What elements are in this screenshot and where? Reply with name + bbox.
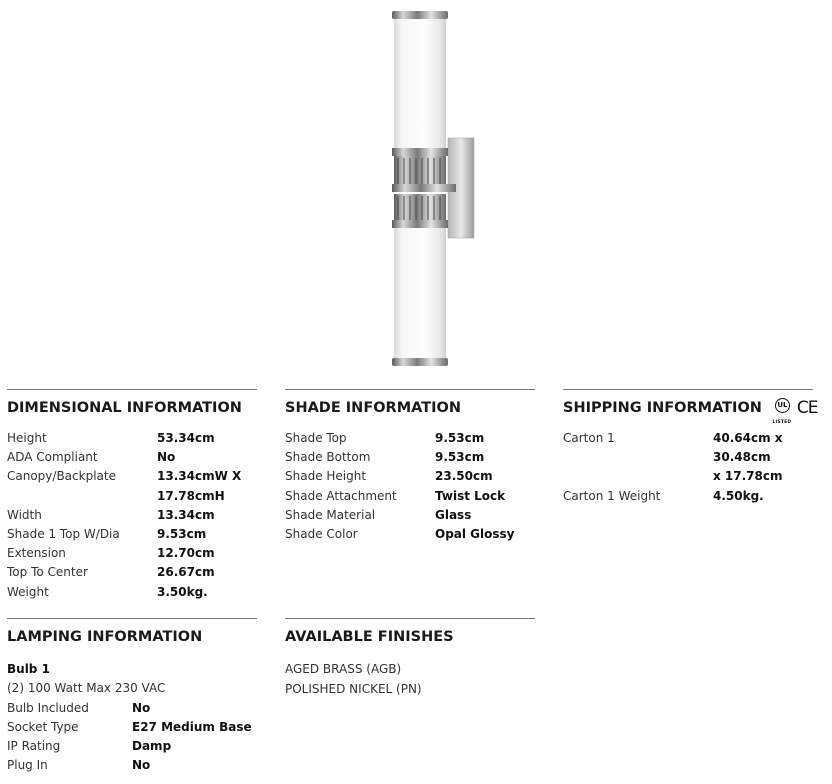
spec-row bbox=[7, 544, 257, 563]
spec-value: 13.34cm bbox=[157, 507, 215, 522]
spec-label: Canopy/Backplate bbox=[7, 469, 116, 484]
spec-row bbox=[7, 718, 257, 737]
spec-value: Opal Glossy bbox=[435, 527, 515, 542]
spec-label: Shade Top bbox=[285, 431, 347, 445]
certification-marks bbox=[771, 397, 818, 425]
shade-section bbox=[285, 389, 535, 544]
bulb-title: Bulb 1 bbox=[7, 662, 50, 676]
section-title: DIMENSIONAL INFORMATION bbox=[7, 400, 242, 416]
spec-label: Extension bbox=[7, 546, 66, 561]
spec-value: No bbox=[157, 450, 176, 465]
spec-row bbox=[7, 429, 257, 448]
spec-row bbox=[563, 429, 813, 487]
spec-row bbox=[7, 699, 257, 718]
spec-value: E27 Medium Base bbox=[132, 719, 252, 734]
spec-label: Bulb Included bbox=[7, 700, 89, 715]
lamping-section bbox=[7, 618, 257, 775]
dimensional-section bbox=[7, 389, 257, 602]
spec-row bbox=[7, 525, 257, 544]
spec-label: Shade Material bbox=[285, 507, 376, 522]
spec-value: 12.70cm bbox=[157, 546, 215, 561]
ul-mark-text: UL bbox=[775, 398, 790, 413]
ul-listed-icon bbox=[771, 398, 793, 425]
section-divider bbox=[563, 389, 813, 390]
spec-label: Plug In bbox=[7, 758, 48, 773]
spec-value: 9.53cm bbox=[157, 527, 207, 542]
ce-icon: CE bbox=[796, 398, 818, 418]
spec-label: Top To Center bbox=[7, 565, 88, 580]
section-title: SHIPPING INFORMATION bbox=[563, 400, 762, 416]
spec-row bbox=[7, 467, 257, 505]
spec-value: Damp bbox=[132, 739, 172, 753]
spec-row bbox=[563, 487, 813, 506]
spec-value bbox=[157, 467, 241, 505]
spec-label: Shade Height bbox=[285, 469, 367, 484]
spec-label: ADA Compliant bbox=[7, 450, 98, 465]
spec-label: Shade Color bbox=[285, 527, 358, 542]
section-title: LAMPING INFORMATION bbox=[7, 629, 203, 645]
spec-row bbox=[285, 467, 535, 486]
spec-value: 23.50cm bbox=[435, 469, 493, 484]
spec-label: Height bbox=[7, 431, 47, 445]
spec-row bbox=[285, 429, 535, 448]
spec-label: Carton 1 Weight bbox=[563, 488, 661, 503]
finish-item: AGED BRASS (AGB) bbox=[285, 662, 402, 676]
spec-label: Socket Type bbox=[7, 719, 79, 734]
finish-item: POLISHED NICKEL (PN) bbox=[285, 681, 422, 696]
section-title: AVAILABLE FINISHES bbox=[285, 629, 454, 645]
spec-row bbox=[7, 583, 257, 602]
spec-label: Shade 1 Top W/Dia bbox=[7, 527, 120, 542]
spec-value: 3.50kg. bbox=[157, 584, 208, 599]
spec-label: IP Rating bbox=[7, 739, 61, 753]
ul-listed-text: LISTED bbox=[772, 420, 792, 425]
spec-row bbox=[285, 487, 535, 506]
section-title: SHADE INFORMATION bbox=[285, 400, 461, 416]
spec-value: No bbox=[132, 758, 151, 773]
spec-label: Shade Attachment bbox=[285, 488, 397, 503]
section-divider bbox=[285, 389, 535, 390]
spec-value-line1: 13.34cmW X bbox=[157, 469, 242, 484]
section-title-row bbox=[563, 397, 818, 425]
spec-value: 53.34cm bbox=[157, 431, 215, 445]
spec-row bbox=[7, 448, 257, 467]
spec-label: Shade Bottom bbox=[285, 450, 371, 465]
spec-row bbox=[285, 525, 535, 544]
spec-value: 9.53cm bbox=[435, 431, 485, 445]
spec-row bbox=[285, 448, 535, 467]
section-divider bbox=[7, 389, 257, 390]
spec-value: 9.53cm bbox=[435, 450, 485, 465]
spec-row bbox=[7, 563, 257, 582]
spec-label: Width bbox=[7, 507, 42, 522]
spec-label: Weight bbox=[7, 584, 49, 599]
product-image bbox=[386, 8, 480, 370]
bulb-description: (2) 100 Watt Max 230 VAC bbox=[7, 681, 166, 695]
spec-row bbox=[7, 756, 257, 775]
spec-label: Carton 1 bbox=[563, 431, 615, 445]
finishes-section bbox=[285, 618, 535, 699]
spec-value: Glass bbox=[435, 507, 472, 522]
spec-value: 26.67cm bbox=[157, 565, 215, 580]
spec-value: 4.50kg. bbox=[713, 488, 764, 503]
spec-row bbox=[7, 506, 257, 525]
shipping-section bbox=[563, 389, 818, 506]
spec-value-line2: x 17.78cm bbox=[713, 469, 783, 484]
spec-value-line2: 17.78cmH bbox=[157, 488, 225, 503]
spec-row bbox=[7, 737, 257, 756]
spec-value: No bbox=[132, 700, 151, 715]
section-divider bbox=[285, 618, 535, 619]
spec-value bbox=[713, 429, 813, 487]
spec-value-line1: 40.64cm x 30.48cm bbox=[713, 431, 783, 465]
spec-row bbox=[285, 506, 535, 525]
section-divider bbox=[7, 618, 257, 619]
spec-value: Twist Lock bbox=[435, 488, 506, 503]
